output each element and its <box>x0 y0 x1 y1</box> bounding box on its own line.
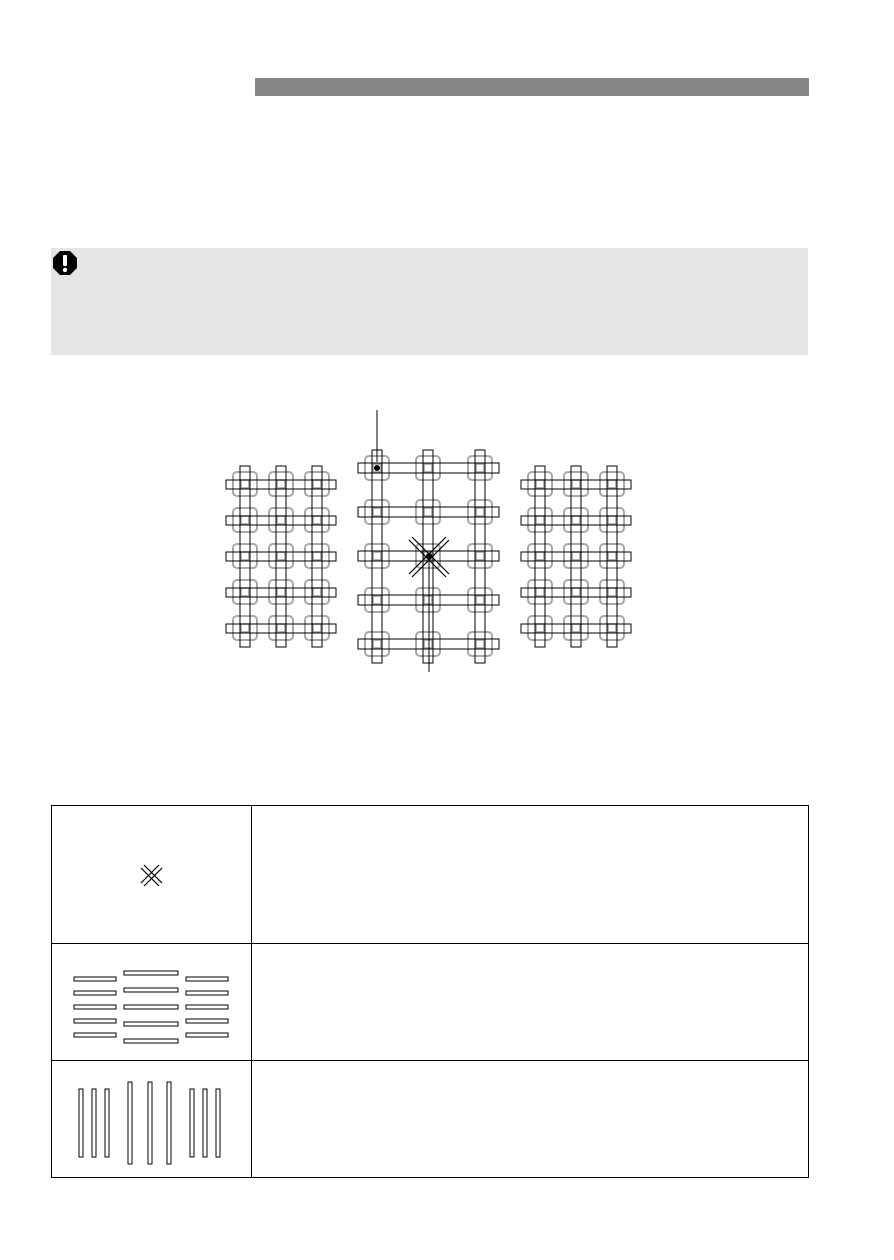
af-point-center <box>277 624 285 632</box>
af-point-center <box>476 552 484 560</box>
af-point-center <box>424 596 432 604</box>
af-point <box>468 456 492 480</box>
description-cell <box>252 806 809 944</box>
af-point <box>468 632 492 656</box>
af-point-center <box>313 516 321 524</box>
af-point-center <box>476 464 484 472</box>
af-sensor-table <box>51 805 809 1178</box>
horizontal-line-sensor <box>74 977 116 981</box>
af-point-center <box>241 516 249 524</box>
af-point <box>468 544 492 568</box>
description-cell <box>252 944 809 1061</box>
af-point <box>564 472 588 496</box>
af-point-center <box>476 508 484 516</box>
af-point-diagram <box>0 400 894 690</box>
af-point <box>305 508 329 532</box>
af-point-center <box>277 588 285 596</box>
af-point <box>564 616 588 640</box>
vertical-line-sensor <box>79 1089 83 1157</box>
af-point <box>564 580 588 604</box>
af-point <box>269 472 293 496</box>
af-point <box>305 472 329 496</box>
af-point-center <box>277 552 285 560</box>
af-point <box>233 616 257 640</box>
af-point-center <box>572 588 580 596</box>
af-point <box>468 500 492 524</box>
af-point-center <box>313 552 321 560</box>
af-point-center <box>536 588 544 596</box>
af-point-center <box>536 624 544 632</box>
vertical-line-sensor <box>190 1089 194 1157</box>
caution-icon <box>52 250 78 276</box>
horizontal-line-sensor <box>186 991 228 995</box>
af-point-center <box>373 552 381 560</box>
horizontal-line-sensors-icon <box>52 944 251 1060</box>
af-point-center <box>536 552 544 560</box>
af-point <box>528 508 552 532</box>
horizontal-line-sensor <box>186 977 228 981</box>
af-point-center <box>608 588 616 596</box>
center-af-point-dot <box>426 553 432 559</box>
af-point-center <box>373 508 381 516</box>
af-point-center <box>536 516 544 524</box>
af-point <box>416 632 440 656</box>
horizontal-line-sensor <box>186 1005 228 1009</box>
horizontal-line-sensor <box>74 1019 116 1023</box>
af-point <box>305 616 329 640</box>
af-point <box>233 472 257 496</box>
af-point <box>468 588 492 612</box>
horizontal-line-sensor <box>124 1005 178 1009</box>
table-row <box>52 944 809 1061</box>
af-point <box>233 580 257 604</box>
af-point <box>269 544 293 568</box>
horizontal-line-sensor <box>124 1022 178 1026</box>
af-point <box>600 616 624 640</box>
vertical-line-sensor <box>105 1089 109 1157</box>
vertical-line-sensor <box>167 1082 171 1164</box>
af-point <box>528 472 552 496</box>
af-point <box>600 544 624 568</box>
af-point-center <box>313 480 321 488</box>
horizontal-line-sensor <box>74 1033 116 1037</box>
af-point <box>528 580 552 604</box>
af-point-center <box>373 640 381 648</box>
af-point-center <box>424 508 432 516</box>
vertical-line-sensor <box>148 1082 152 1164</box>
af-point-center <box>424 464 432 472</box>
af-point <box>365 632 389 656</box>
af-point-center <box>277 480 285 488</box>
af-point-center <box>424 640 432 648</box>
af-point-center <box>241 552 249 560</box>
af-point-center <box>277 516 285 524</box>
af-point <box>365 544 389 568</box>
caution-box <box>51 248 808 355</box>
af-point <box>600 472 624 496</box>
af-point <box>528 616 552 640</box>
section-header-bar <box>255 78 809 96</box>
horizontal-line-sensor <box>74 991 116 995</box>
af-point <box>269 580 293 604</box>
af-point <box>305 544 329 568</box>
af-point-center <box>476 596 484 604</box>
horizontal-line-sensor <box>186 1019 228 1023</box>
horizontal-line-sensor <box>124 988 178 992</box>
af-point-center <box>608 480 616 488</box>
af-point <box>305 580 329 604</box>
af-point-center <box>241 480 249 488</box>
af-point <box>564 544 588 568</box>
horizontal-line-sensor <box>124 971 178 975</box>
description-cell <box>252 1061 809 1178</box>
af-point <box>600 580 624 604</box>
pattern-cell <box>52 944 252 1061</box>
horizontal-line-sensor <box>74 1005 116 1009</box>
selected-af-point-dot <box>374 465 380 471</box>
af-point <box>233 544 257 568</box>
af-point-center <box>608 552 616 560</box>
cross-type-center-icon <box>52 806 251 943</box>
pattern-cell <box>52 806 252 944</box>
af-point <box>528 544 552 568</box>
af-point-center <box>608 624 616 632</box>
af-point <box>269 508 293 532</box>
af-point-center <box>608 516 616 524</box>
table-row <box>52 806 809 944</box>
af-point <box>564 508 588 532</box>
af-point-center <box>241 588 249 596</box>
af-point <box>416 456 440 480</box>
vertical-line-sensor <box>216 1089 220 1157</box>
af-point-center <box>476 640 484 648</box>
af-point-center <box>572 480 580 488</box>
af-point <box>365 500 389 524</box>
af-point <box>233 508 257 532</box>
af-point <box>416 500 440 524</box>
vertical-line-sensor <box>128 1082 132 1164</box>
af-point-center <box>313 624 321 632</box>
af-point-center <box>373 596 381 604</box>
af-point <box>365 588 389 612</box>
vertical-line-sensors-icon <box>52 1061 251 1177</box>
vertical-line-sensor <box>203 1089 207 1157</box>
horizontal-line-sensor <box>124 1039 178 1043</box>
af-point-center <box>536 480 544 488</box>
vertical-line-sensor <box>92 1089 96 1157</box>
af-point <box>416 588 440 612</box>
af-point-center <box>313 588 321 596</box>
af-point-center <box>572 624 580 632</box>
pattern-cell <box>52 1061 252 1178</box>
af-point-center <box>572 516 580 524</box>
af-point-center <box>572 552 580 560</box>
horizontal-line-sensor <box>186 1033 228 1037</box>
af-point <box>269 616 293 640</box>
af-point <box>600 508 624 532</box>
af-point-center <box>241 624 249 632</box>
table-row <box>52 1061 809 1178</box>
